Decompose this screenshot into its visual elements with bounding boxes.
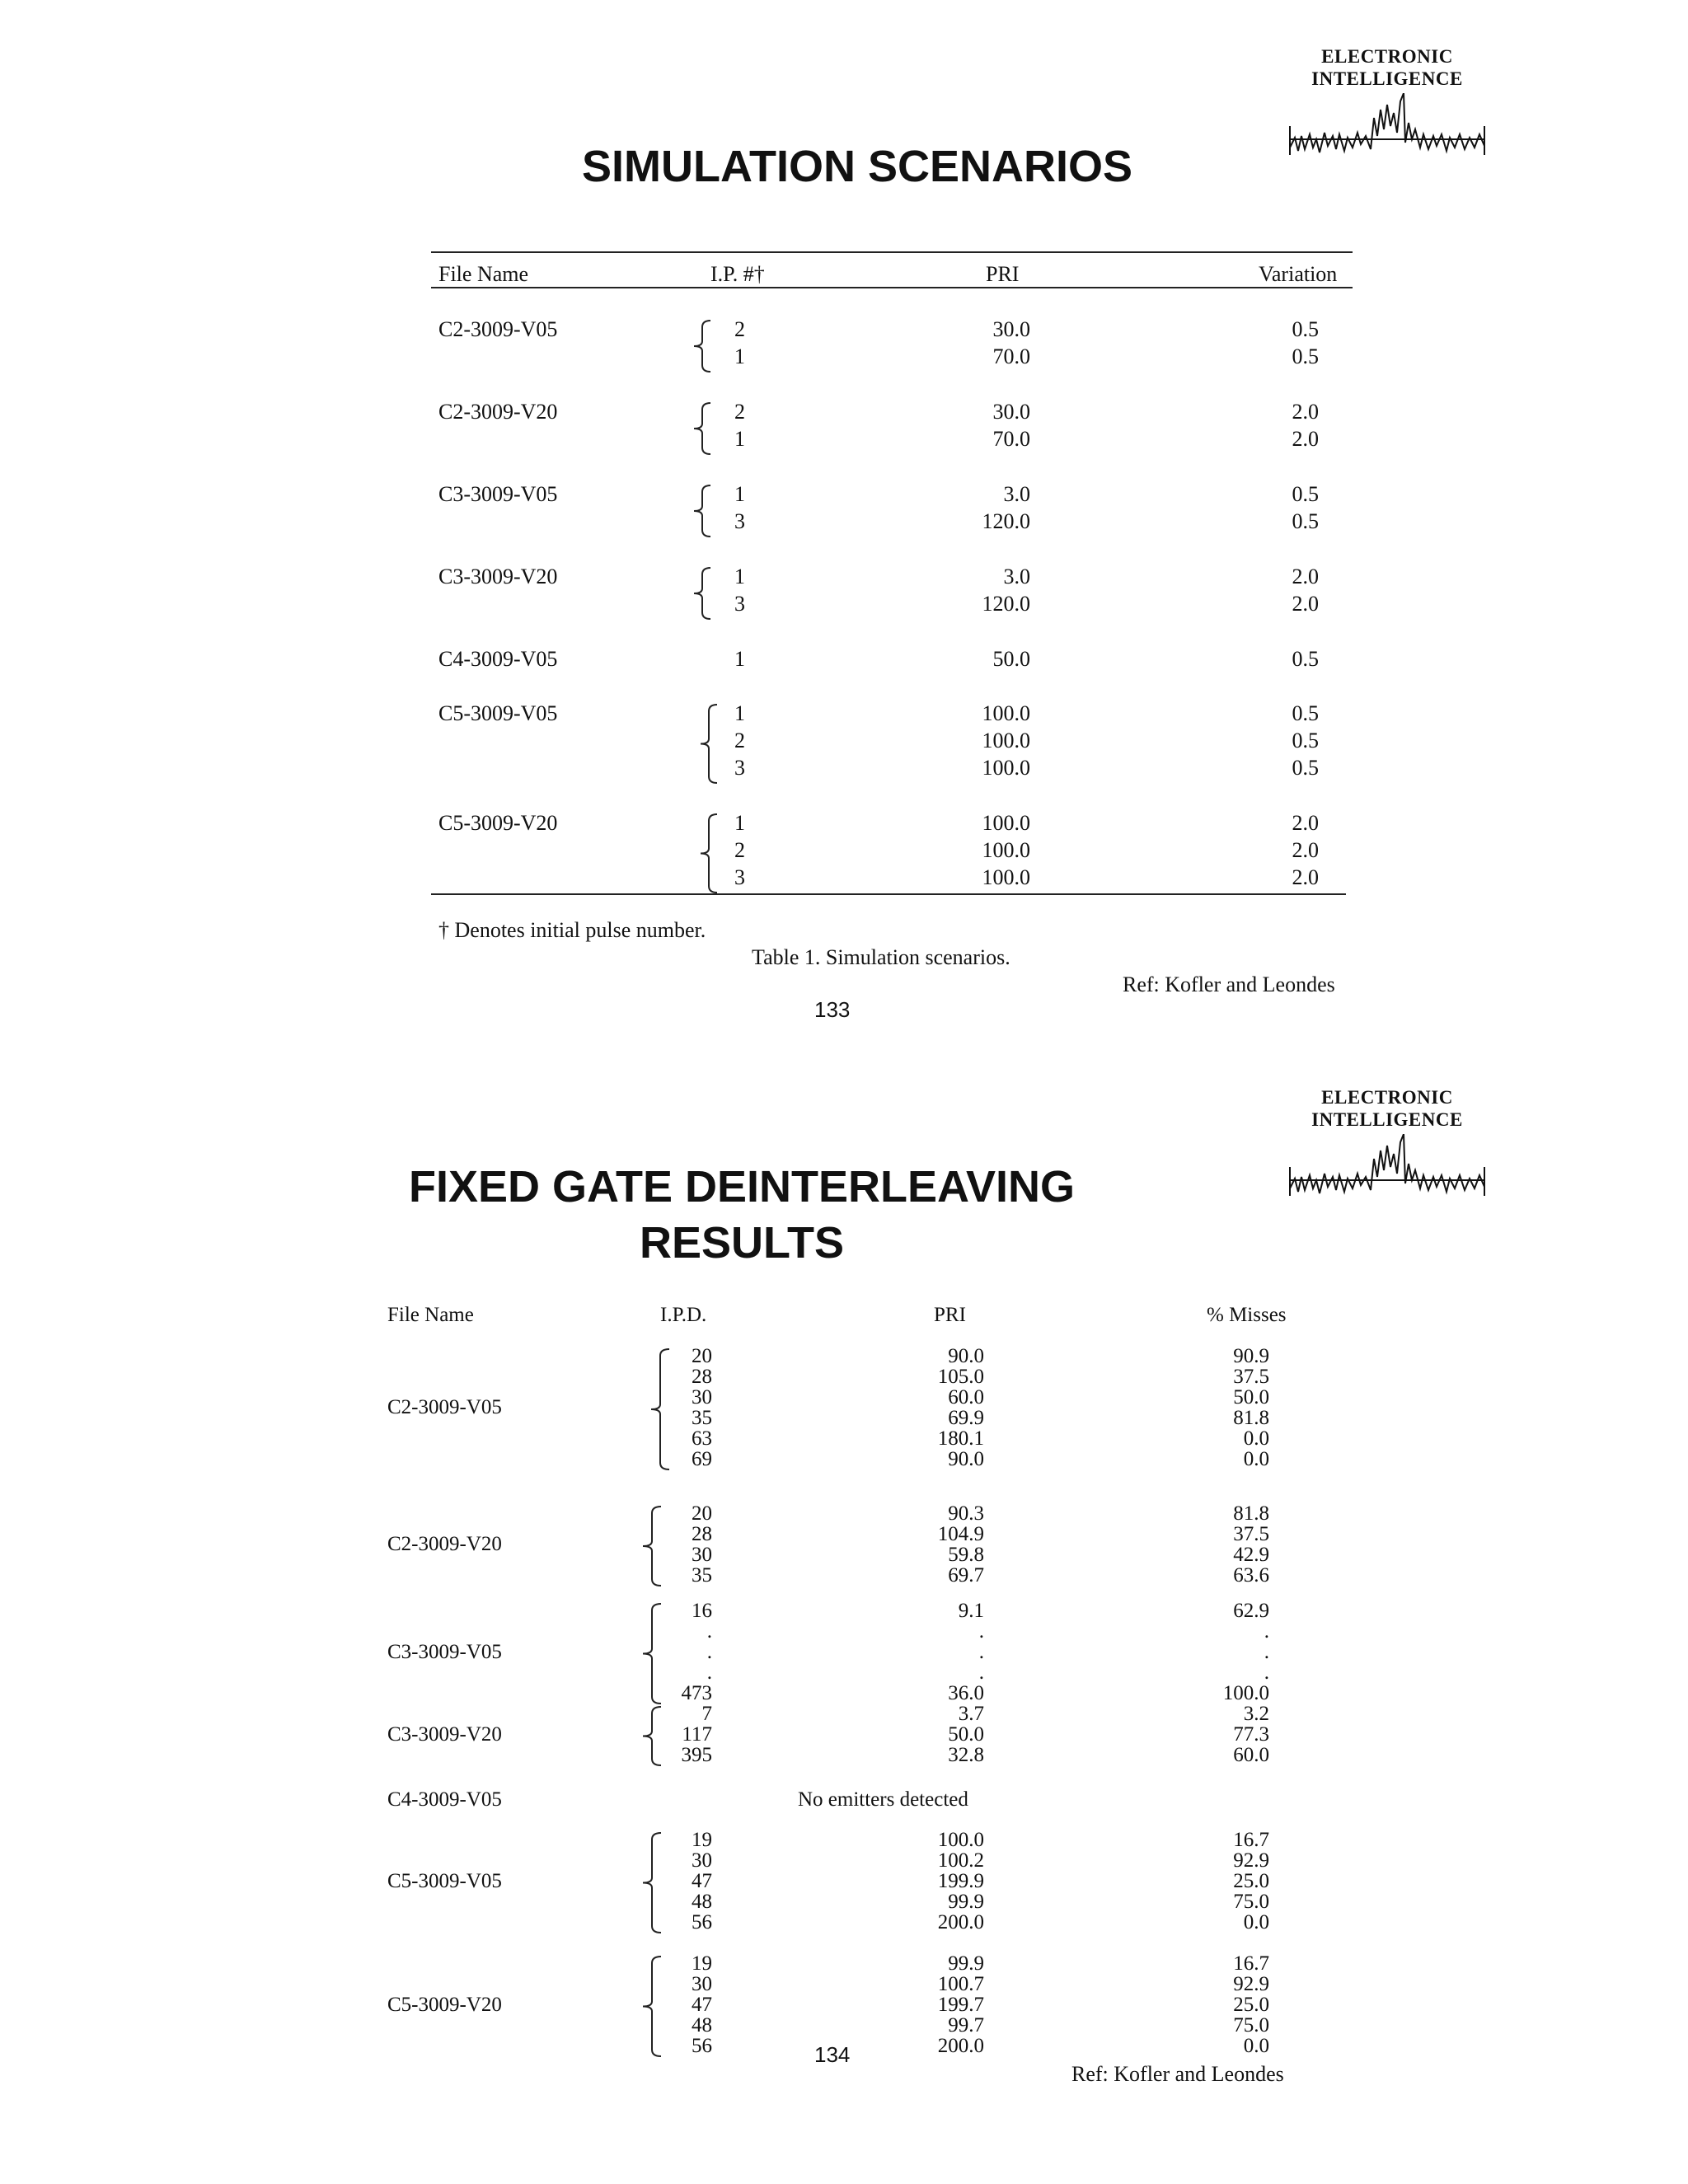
misses-value: 75.0 — [1233, 1891, 1269, 1913]
scenario-file-name: C5-3009-V20 — [438, 811, 558, 835]
initial-pulse-value: 1 — [734, 647, 745, 671]
misses-value: . — [1264, 1661, 1269, 1684]
reference: Ref: Kofler and Leondes — [1071, 2062, 1284, 2086]
pri-value: 199.9 — [937, 1870, 984, 1892]
curly-brace-icon — [691, 484, 715, 538]
page-title-line-2: RESULTS — [639, 1218, 844, 1268]
pri-value: 32.8 — [948, 1744, 984, 1766]
ipd-value: 63 — [692, 1427, 712, 1450]
result-file-name: C3-3009-V20 — [387, 1722, 502, 1746]
misses-value: 37.5 — [1233, 1523, 1269, 1545]
result-file-name: C2-3009-V20 — [387, 1533, 502, 1555]
initial-pulse-value: 1 — [734, 565, 745, 588]
pri-value: 100.0 — [982, 701, 1030, 725]
scenario-file-name: C3-3009-V20 — [438, 565, 558, 588]
pri-value: 99.9 — [948, 1891, 984, 1913]
misses-value: 42.9 — [1233, 1544, 1269, 1566]
misses-value: . — [1264, 1641, 1269, 1663]
misses-value: 100.0 — [1222, 1682, 1269, 1704]
initial-pulse-value: 1 — [734, 482, 745, 506]
variation-value: 0.5 — [1292, 729, 1319, 752]
pri-value: 70.0 — [992, 344, 1030, 368]
scenario-file-name: C3-3009-V05 — [438, 482, 558, 506]
pri-value: 200.0 — [937, 2035, 984, 2057]
pri-value: . — [978, 1620, 984, 1643]
ipd-value: . — [706, 1661, 712, 1684]
pri-value: . — [978, 1661, 984, 1684]
pri-value: 200.0 — [937, 1911, 984, 1933]
pri-value: 30.0 — [992, 317, 1030, 341]
ipd-value: 395 — [681, 1744, 712, 1766]
curly-brace-icon — [697, 813, 722, 894]
variation-value: 0.5 — [1292, 317, 1319, 341]
curly-brace-icon — [697, 703, 722, 785]
result-file-name: C3-3009-V05 — [387, 1640, 502, 1663]
header-variation: Variation — [1259, 262, 1338, 286]
variation-value: 2.0 — [1292, 838, 1319, 862]
pri-value: 90.3 — [948, 1502, 984, 1525]
misses-value: . — [1264, 1620, 1269, 1643]
ipd-value: 20 — [692, 1502, 712, 1525]
header-ipd: I.P.D. — [660, 1304, 707, 1326]
ipd-value: 16 — [692, 1600, 712, 1622]
signal-waveform-icon — [1288, 93, 1486, 159]
pri-value: 3.0 — [1003, 565, 1030, 588]
ipd-value: 19 — [692, 1829, 712, 1851]
ipd-value: . — [706, 1620, 712, 1643]
initial-pulse-value: 1 — [734, 344, 745, 368]
misses-value: 0.0 — [1243, 1448, 1269, 1470]
table-top-rule — [431, 251, 1353, 253]
misses-value: 81.8 — [1233, 1407, 1269, 1429]
pri-value: 30.0 — [992, 400, 1030, 424]
ipd-value: 30 — [692, 1849, 712, 1872]
header-bottom-rule — [431, 287, 1353, 288]
ipd-value: 35 — [692, 1407, 712, 1429]
header-misses: % Misses — [1207, 1304, 1287, 1326]
initial-pulse-value: 2 — [734, 838, 745, 862]
ipd-value: 19 — [692, 1952, 712, 1975]
variation-value: 0.5 — [1292, 482, 1319, 506]
initial-pulse-value: 1 — [734, 701, 745, 725]
variation-value: 2.0 — [1292, 592, 1319, 616]
page-number: 133 — [814, 997, 851, 1022]
electronic-intelligence-logo — [1288, 1086, 1486, 1200]
misses-value: 25.0 — [1233, 1994, 1269, 2016]
misses-value: 92.9 — [1233, 1849, 1269, 1872]
pri-value: 120.0 — [982, 592, 1030, 616]
ipd-value: 56 — [692, 1911, 712, 1933]
result-file-name: C2-3009-V05 — [387, 1396, 502, 1418]
ipd-value: 35 — [692, 1564, 712, 1586]
initial-pulse-value: 3 — [734, 509, 745, 533]
no-emitters-note: No emitters detected — [798, 1788, 968, 1811]
pri-value: 99.7 — [948, 2014, 984, 2036]
initial-pulse-value: 2 — [734, 400, 745, 424]
header-ip: I.P. #† — [710, 262, 765, 286]
header-file-name: File Name — [387, 1304, 474, 1326]
pri-value: 100.0 — [937, 1829, 984, 1851]
pri-value: 90.0 — [948, 1345, 984, 1367]
footnote: † Denotes initial pulse number. — [438, 918, 706, 942]
initial-pulse-value: 3 — [734, 756, 745, 780]
pri-value: 100.0 — [982, 838, 1030, 862]
logo-line-2: INTELLIGENCE — [1311, 68, 1463, 89]
variation-value: 2.0 — [1292, 811, 1319, 835]
table-bottom-rule — [431, 893, 1346, 895]
initial-pulse-value: 1 — [734, 427, 745, 451]
page-title-line-1: FIXED GATE DEINTERLEAVING — [408, 1162, 1076, 1212]
ipd-value: 28 — [692, 1366, 712, 1388]
misses-value: 16.7 — [1233, 1829, 1269, 1851]
scenario-file-name: C2-3009-V05 — [438, 317, 558, 341]
logo-line-2: INTELLIGENCE — [1311, 1109, 1463, 1130]
ipd-value: 69 — [692, 1448, 712, 1470]
curly-brace-icon — [691, 566, 715, 621]
pri-value: 180.1 — [937, 1427, 984, 1450]
pri-value: 50.0 — [992, 647, 1030, 671]
reference: Ref: Kofler and Leondes — [1123, 972, 1335, 996]
initial-pulse-value: 3 — [734, 592, 745, 616]
header-file-name: File Name — [438, 262, 529, 286]
signal-waveform-icon — [1288, 1134, 1486, 1200]
pri-value: 69.9 — [948, 1407, 984, 1429]
initial-pulse-value: 1 — [734, 811, 745, 835]
pri-value: 36.0 — [948, 1682, 984, 1704]
variation-value: 0.5 — [1292, 701, 1319, 725]
header-pri: PRI — [934, 1304, 966, 1326]
table-caption: Table 1. Simulation scenarios. — [752, 945, 1010, 969]
scenario-file-name: C2-3009-V20 — [438, 400, 558, 424]
pri-value: 100.2 — [937, 1849, 984, 1872]
ipd-value: 117 — [682, 1723, 712, 1746]
variation-value: 0.5 — [1292, 756, 1319, 780]
ipd-value: 48 — [692, 2014, 712, 2036]
ipd-value: 30 — [692, 1386, 712, 1408]
pri-value: 60.0 — [948, 1386, 984, 1408]
page-number: 134 — [814, 2042, 851, 2067]
pri-value: . — [978, 1641, 984, 1663]
misses-value: 0.0 — [1243, 1427, 1269, 1450]
ipd-value: 28 — [692, 1523, 712, 1545]
pri-value: 199.7 — [937, 1994, 984, 2016]
pri-value: 70.0 — [992, 427, 1030, 451]
scenario-file-name: C4-3009-V05 — [438, 647, 558, 671]
misses-value: 16.7 — [1233, 1952, 1269, 1975]
misses-value: 50.0 — [1233, 1386, 1269, 1408]
curly-brace-icon — [691, 319, 715, 373]
logo-line-1: ELECTRONIC — [1321, 1087, 1453, 1108]
variation-value: 0.5 — [1292, 509, 1319, 533]
misses-value: 3.2 — [1243, 1703, 1269, 1725]
logo-line-1: ELECTRONIC — [1321, 46, 1453, 67]
ipd-value: 30 — [692, 1973, 712, 1995]
pri-value: 100.0 — [982, 811, 1030, 835]
initial-pulse-value: 3 — [734, 865, 745, 889]
variation-value: 2.0 — [1292, 565, 1319, 588]
ipd-value: 47 — [692, 1870, 712, 1892]
result-file-name: C5-3009-V20 — [387, 1993, 502, 2016]
pri-value: 100.7 — [937, 1973, 984, 1995]
curly-brace-icon — [691, 401, 715, 456]
variation-value: 2.0 — [1292, 400, 1319, 424]
misses-value: 63.6 — [1233, 1564, 1269, 1586]
initial-pulse-value: 2 — [734, 317, 745, 341]
pri-value: 100.0 — [982, 865, 1030, 889]
result-file-name: C5-3009-V05 — [387, 1869, 502, 1892]
pri-value: 100.0 — [982, 729, 1030, 752]
variation-value: 0.5 — [1292, 647, 1319, 671]
pri-value: 3.0 — [1003, 482, 1030, 506]
misses-value: 75.0 — [1233, 2014, 1269, 2036]
misses-value: 90.9 — [1233, 1345, 1269, 1367]
variation-value: 0.5 — [1292, 344, 1319, 368]
pri-value: 105.0 — [937, 1366, 984, 1388]
ipd-value: 7 — [701, 1703, 712, 1725]
ipd-value: 48 — [692, 1891, 712, 1913]
variation-value: 2.0 — [1292, 427, 1319, 451]
pri-value: 3.7 — [958, 1703, 984, 1725]
page-title: SIMULATION SCENARIOS — [581, 142, 1132, 191]
variation-value: 2.0 — [1292, 865, 1319, 889]
initial-pulse-value: 2 — [734, 729, 745, 752]
pri-value: 59.8 — [948, 1544, 984, 1566]
misses-value: 62.9 — [1233, 1600, 1269, 1622]
misses-value: 77.3 — [1233, 1723, 1269, 1746]
scenario-file-name: C5-3009-V05 — [438, 701, 558, 725]
pri-value: 50.0 — [948, 1723, 984, 1746]
pri-value: 9.1 — [958, 1600, 984, 1622]
misses-value: 0.0 — [1243, 2035, 1269, 2057]
ipd-value: . — [706, 1641, 712, 1663]
pri-value: 120.0 — [982, 509, 1030, 533]
result-file-name: C4-3009-V05 — [387, 1788, 502, 1811]
misses-value: 37.5 — [1233, 1366, 1269, 1388]
ipd-value: 30 — [692, 1544, 712, 1566]
pri-value: 99.9 — [948, 1952, 984, 1975]
ipd-value: 473 — [681, 1682, 712, 1704]
pri-value: 69.7 — [948, 1564, 984, 1586]
pri-value: 90.0 — [948, 1448, 984, 1470]
header-pri: PRI — [986, 262, 1020, 286]
misses-value: 92.9 — [1233, 1973, 1269, 1995]
pri-value: 104.9 — [937, 1523, 984, 1545]
pri-value: 100.0 — [982, 756, 1030, 780]
ipd-value: 47 — [692, 1994, 712, 2016]
ipd-value: 20 — [692, 1345, 712, 1367]
electronic-intelligence-logo — [1288, 45, 1486, 159]
ipd-value: 56 — [692, 2035, 712, 2057]
misses-value: 60.0 — [1233, 1744, 1269, 1766]
misses-value: 81.8 — [1233, 1502, 1269, 1525]
misses-value: 25.0 — [1233, 1870, 1269, 1892]
misses-value: 0.0 — [1243, 1911, 1269, 1933]
